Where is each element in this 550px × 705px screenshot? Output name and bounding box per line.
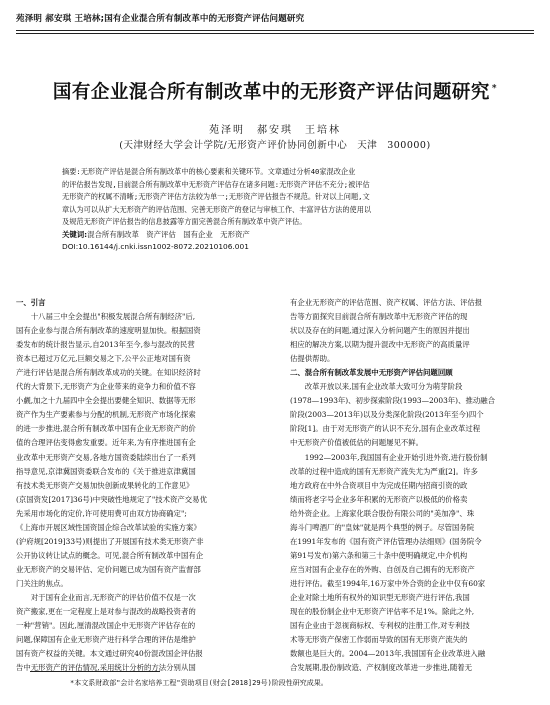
- body-line: (1978—1993年)、初步探索阶段(1993—2003年)、推动融合: [290, 396, 496, 406]
- body-line: 进行评估。截至1994年,16万家中外合资的企业中仅有60家: [290, 578, 486, 588]
- body-line: 改革的过程中造成的国有无形资产流失尤为严重[2]。许多: [290, 466, 478, 476]
- body-line: 合发展期,股份制改造、产权制度改革进一步推进,随着无: [290, 663, 473, 673]
- keywords-label: 关键词:: [62, 229, 88, 239]
- body-line: 资本已超过万亿元,巨额交易之下,公平公正地对国有资: [16, 354, 191, 364]
- body-line: 阶段(2003—2013年)以及分类深化阶段(2013年至今)四个: [290, 410, 484, 420]
- body-line: 第91号发布)第六条和第三十条中使明确规定,中介机构: [290, 550, 468, 560]
- body-line: 企业对除土地所有权外的知识型无形资产进行评估,我国: [290, 592, 470, 602]
- body-line: 有技术类无形资产交易加快创新成果转化的工作意见》: [16, 480, 194, 490]
- doi: DOI:10.16144/j.cnki.issn1002-8072.20210106.001: [62, 242, 249, 251]
- body-line: 问题,保障国有企业无形资产进行科学合理的评估是维护: [16, 635, 196, 645]
- body-line: 国有企业参与混合所有制改革的速度明显加快。根据国资: [16, 326, 201, 336]
- body-line: 海斗门啤酒厂的"皇妹"就是两个典型的例子。尽管国务院: [290, 522, 475, 532]
- authors: 苑泽明 郝安琪 王培林: [209, 125, 341, 136]
- body-line: 阶段[1]。由于对无形资产的认识不充分,国有企业改革过程: [290, 424, 481, 434]
- body-line: 一种"营销"。因此,厘清混改国企中无形资产评估存在的: [16, 621, 196, 631]
- body-line: (京国资发[2017]36号)中突破性地规定了"技术资产交易优: [16, 494, 207, 504]
- body-line: 业无形资产的交易评估、定价问题已成为国有资产监督部: [16, 564, 201, 574]
- body-line: (沪府规[2019]33号)则提出了开展国有技术类无形资产非: [16, 536, 204, 546]
- body-line: 状以及存在的问题,通过深入分析问题产生的原因并提出: [290, 326, 470, 336]
- body-line: 相应的解决方案,以期为提升混改中无形资产的高质量评: [290, 340, 470, 350]
- body-line: 指导意见,京津冀国资委联合发布的《关于推进京津冀国: [16, 466, 196, 476]
- body-line: 现在的股份制企业中无形资产评估率不足1%。除此之外,: [290, 607, 475, 617]
- keywords-line: [62, 229, 510, 242]
- abstract-line: 及规范无形资产评估报告的信息披露等方面完善混合所有制改革中资产评估。: [62, 217, 307, 226]
- body-line: 绩而将老字号企业多年积累的无形资产以极低的价格卖: [290, 494, 468, 504]
- body-line: 《上海市开展区域性国资国企综合改革试验的实施方案》: [16, 522, 201, 532]
- abstract-line: 无形资产的权属不清晰;无形资产评估方法较为单一;无形资产评估报告不规范。针对以上问题,文: [62, 192, 370, 201]
- title-footnote-mark: *: [491, 83, 498, 94]
- body-line: 地方政府在中外合资项目中为完成任期内招商引资的政: [290, 480, 468, 490]
- body-line: 1992—2003年,我国国有企业开始引进外资,进行股份制: [290, 452, 488, 462]
- body-line: 中无形资产价值被低估的问题屡见不鲜。: [290, 438, 424, 448]
- body-line: 小觑,加之十九届四中全会提出要健全知识、数据等无形: [16, 396, 196, 406]
- body-line: 资产搬家,更在一定程度上是对参与混改的战略投资者的: [16, 607, 196, 617]
- body-line: 先采用市场化的定价,许可使用费可由双方协商确定";: [16, 508, 187, 518]
- footnote: *本文系财政部"会计名家培养工程"资助项目(财会[2018]29号)阶段性研究成果。: [70, 679, 328, 687]
- body-line: 术等无形资产保密工作弱而导致的国有无形资产流失的: [290, 635, 468, 645]
- header-rule-thick: [16, 30, 534, 31]
- body-line: 改革开放以来,国有企业改革大致可分为萌芽阶段: [290, 382, 463, 392]
- abstract-line: 摘要:无形资产评估是混合所有制改革中的核心要素和关键环节。文章通过分析40家混改企业: [62, 167, 356, 176]
- body-line: 十八届三中全会提出"积极发展混合所有制经济"后,: [16, 312, 196, 322]
- abstract-line: 的评估报告发现,目前混合所有制改革中无形资产评估存在诸多问题:无形资产评估不充分;被评估: [62, 179, 370, 189]
- section-heading: 一、引言: [16, 298, 46, 307]
- running-head: 苑泽明 郝安琪 王培林;国有企业混合所有制改革中的无形资产评估问题研究: [16, 14, 305, 24]
- body-line: 门关注的焦点。: [16, 578, 68, 588]
- body-line: 值的合理评估变得愈发重要。近年来,为有序推进国有企: [16, 438, 196, 448]
- body-line: 公开协议转让试点的概念。可见,混合所有制改革中国有企: [16, 550, 204, 560]
- body-line: 给外资企业。上海家化联合股份有限公司的"美加净"、珠: [290, 508, 475, 518]
- section-heading: 二、混合所有制改革发展中无形资产评估问题回顾: [290, 368, 453, 378]
- right-column: [290, 296, 534, 675]
- abstract-block: [62, 166, 510, 254]
- body-line: 业改革中无形资产交易,各地方国资委陆续出台了一系列: [16, 452, 196, 462]
- header-rule-thin: [16, 33, 534, 34]
- body-line: 国有资产权益的关键。本文通过研究40份混改国企评估报: [16, 649, 203, 659]
- body-line: 有企业无形资产的评估范围、资产权属、评估方法、评估报: [290, 298, 483, 307]
- left-column: [16, 296, 260, 675]
- footnote-rule: [30, 671, 160, 672]
- body-line: 代的大背景下,无形资产为企业带来的竞争力和价值不容: [16, 382, 196, 392]
- body-line: 对于国有企业而言,无形资产的评估价值不仅是一次: [16, 592, 196, 602]
- body-line: 数额也是巨大的。2004—2013年,我国国有企业改革进入融: [290, 649, 486, 659]
- body-line: 告等方面探究目前混合所有制改革中无形资产评估的现: [290, 312, 468, 322]
- body-line: 国有企业由于忽视商标权、专利权的注册工作,对专利技: [290, 621, 470, 631]
- paper-title-text: 国有企业混合所有制改革中的无形资产评估问题研究: [52, 82, 490, 103]
- keywords: 混合所有制改革 资产评估 国有企业 无形资产: [87, 229, 250, 239]
- paper-title: [0, 78, 550, 104]
- body-line: 估提供帮助。: [290, 354, 335, 364]
- body-line: 委发布的统计报告显示,自2013年至今,参与混改的民营: [16, 340, 195, 350]
- body-line: 在1991年发布的《国有资产评估管理办法细则》(国务院令: [290, 536, 482, 546]
- abstract-line: 章认为可以从扩大无形资产的评估范围、完善无形资产的登记与审核工作、丰富评估方法的使用以: [62, 204, 372, 214]
- body-line: 产进行评估是混合所有制改革成功的关键。在知识经济时: [16, 368, 201, 378]
- body-line: 资产作为生产要素参与分配的机制,无形资产市场化探索: [16, 410, 196, 420]
- affiliation: (天津财经大学会计学院/无形资产评价协同创新中心 天津 300000): [119, 140, 431, 151]
- body-line: 应当对国有企业存在的外购、自创及自己拥有的无形资产: [290, 564, 475, 574]
- body-line: 的进一步推进,混合所有制改革中国有企业无形资产的价: [16, 424, 196, 434]
- body-line: 告中无形资产的评估情况,采用统计分析的方法分别从国: [16, 663, 196, 673]
